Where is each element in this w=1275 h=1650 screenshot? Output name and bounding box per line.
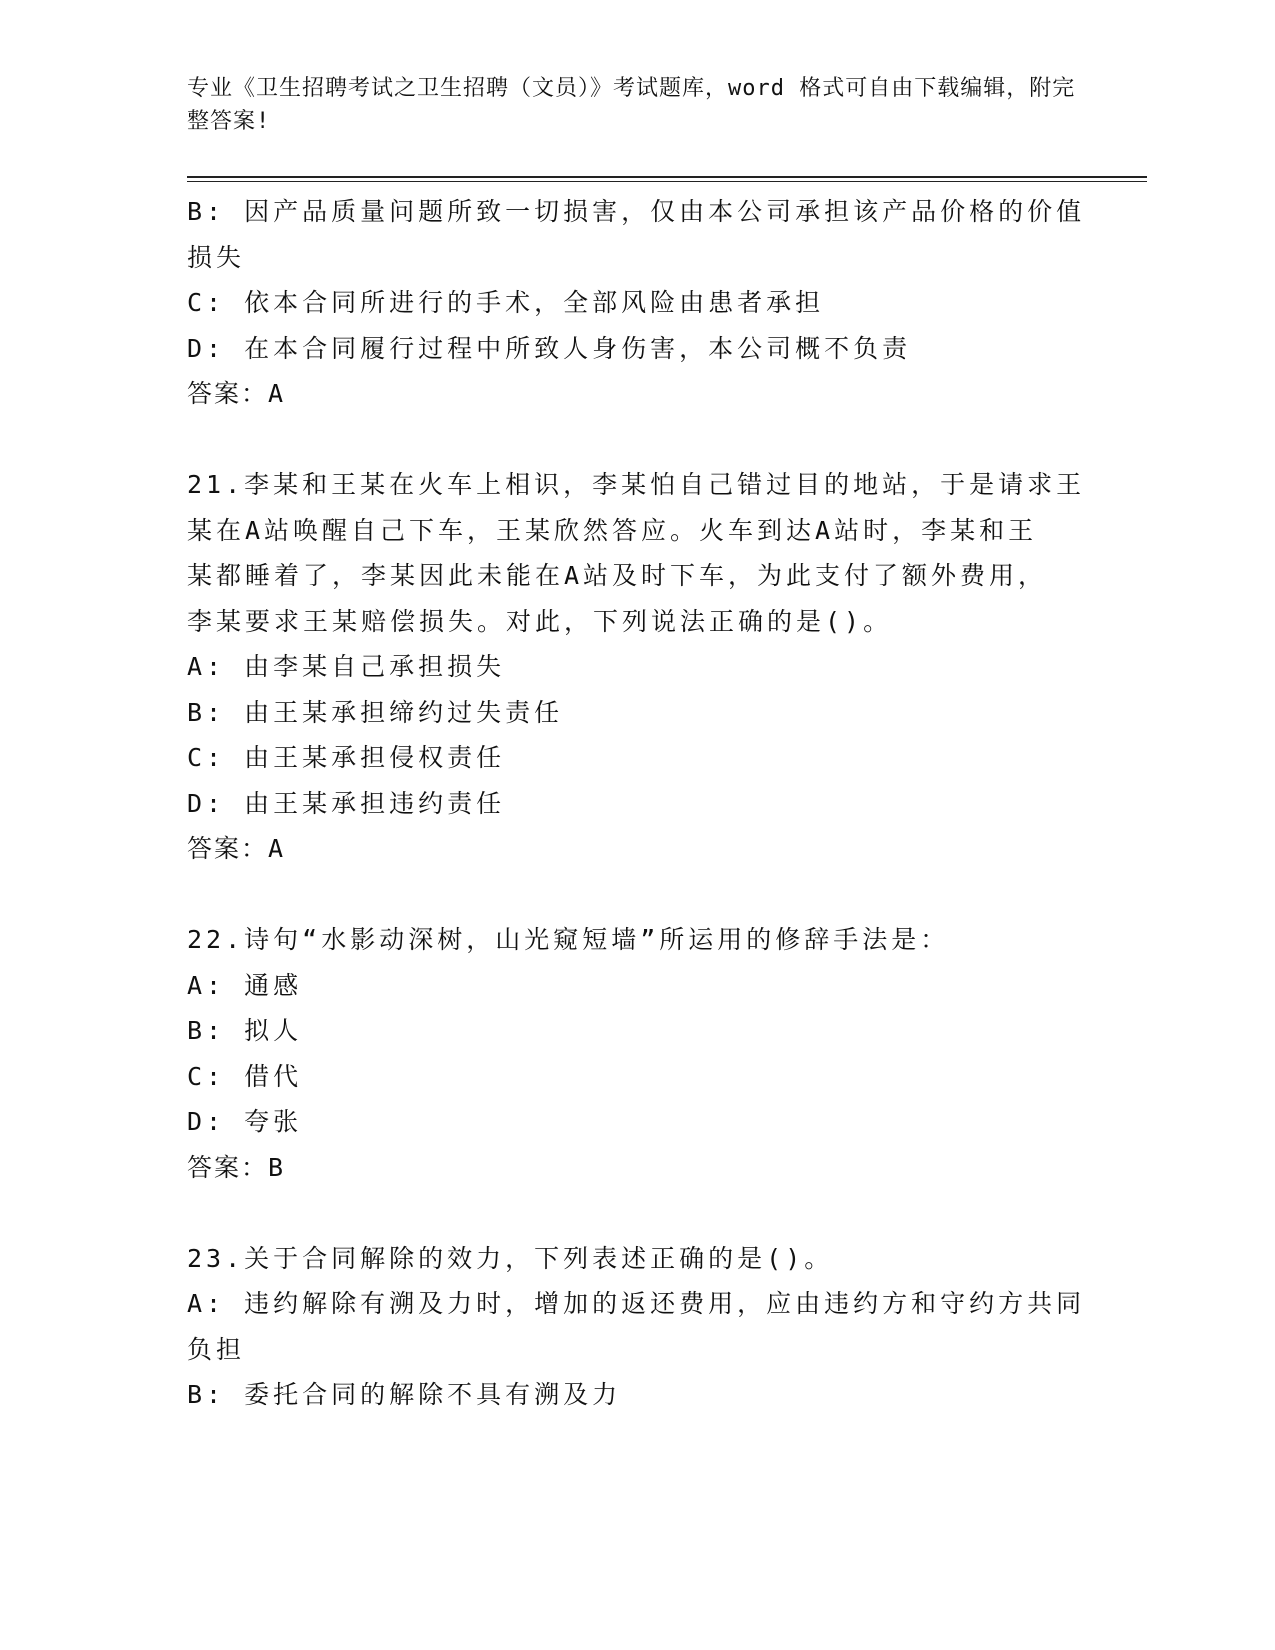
question-text-line: 某在A站唤醒自己下车，王某欣然答应。火车到达A站时，李某和王	[187, 515, 1038, 545]
question-text-line: B: 因产品质量问题所致一切损害，仅由本公司承担该产品价格的价值	[187, 197, 1086, 226]
question-text-line: D: 由王某承担违约责任	[187, 788, 506, 818]
question-block	[187, 1236, 1087, 1418]
question-list	[187, 189, 1087, 1418]
question-block	[187, 462, 1087, 872]
page-header-title: 专业《卫生招聘考试之卫生招聘（文员）》考试题库，word 格式可自由下载编辑，附完整答案!	[187, 76, 1076, 134]
block-spacer	[187, 1190, 1087, 1236]
question-text-line: C: 借代	[187, 1061, 303, 1091]
question-text-line: D: 在本合同履行过程中所致人身伤害，本公司概不负责	[187, 333, 912, 363]
page-header	[187, 72, 1087, 138]
question-text-line: A: 通感	[187, 970, 303, 1000]
block-spacer	[187, 872, 1087, 918]
answer-line: 答案：B	[187, 1152, 286, 1182]
question-text-line: B: 拟人	[187, 1016, 303, 1045]
question-text-line: A: 违约解除有溯及力时，增加的返还费用，应由违约方和守约方共同	[187, 1289, 1086, 1318]
header-divider	[187, 176, 1147, 182]
question-text-line: B: 由王某承担缔约过失责任	[187, 697, 564, 727]
question-text-line: B: 委托合同的解除不具有溯及力	[187, 1380, 622, 1409]
question-text-line: D: 夸张	[187, 1107, 303, 1136]
question-text-line: 李某要求王某赔偿损失。对此，下列说法正确的是()。	[187, 606, 893, 636]
question-text-line: C: 依本合同所进行的手术，全部风险由患者承担	[187, 288, 825, 317]
question-text-line: 负担	[187, 1334, 246, 1364]
question-text-line: 22.诗句“水影动深树，山光窥短墙”所运用的修辞手法是：	[187, 925, 950, 954]
question-block	[187, 917, 1087, 1190]
block-spacer	[187, 417, 1087, 463]
question-text-line: 某都睡着了，李某因此未能在A站及时下车，为此支付了额外费用，	[187, 561, 1048, 590]
answer-line: 答案：A	[187, 834, 286, 863]
question-text-line: 损失	[187, 242, 246, 272]
question-text-line: A: 由李某自己承担损失	[187, 652, 506, 681]
question-text-line: C: 由王某承担侵权责任	[187, 743, 506, 772]
question-text-line: 21.李某和王某在火车上相识，李某怕自己错过目的地站，于是请求王	[187, 470, 1086, 499]
question-block	[187, 189, 1087, 417]
question-text-line: 23.关于合同解除的效力，下列表述正确的是()。	[187, 1243, 834, 1273]
answer-line: 答案：A	[187, 379, 286, 408]
